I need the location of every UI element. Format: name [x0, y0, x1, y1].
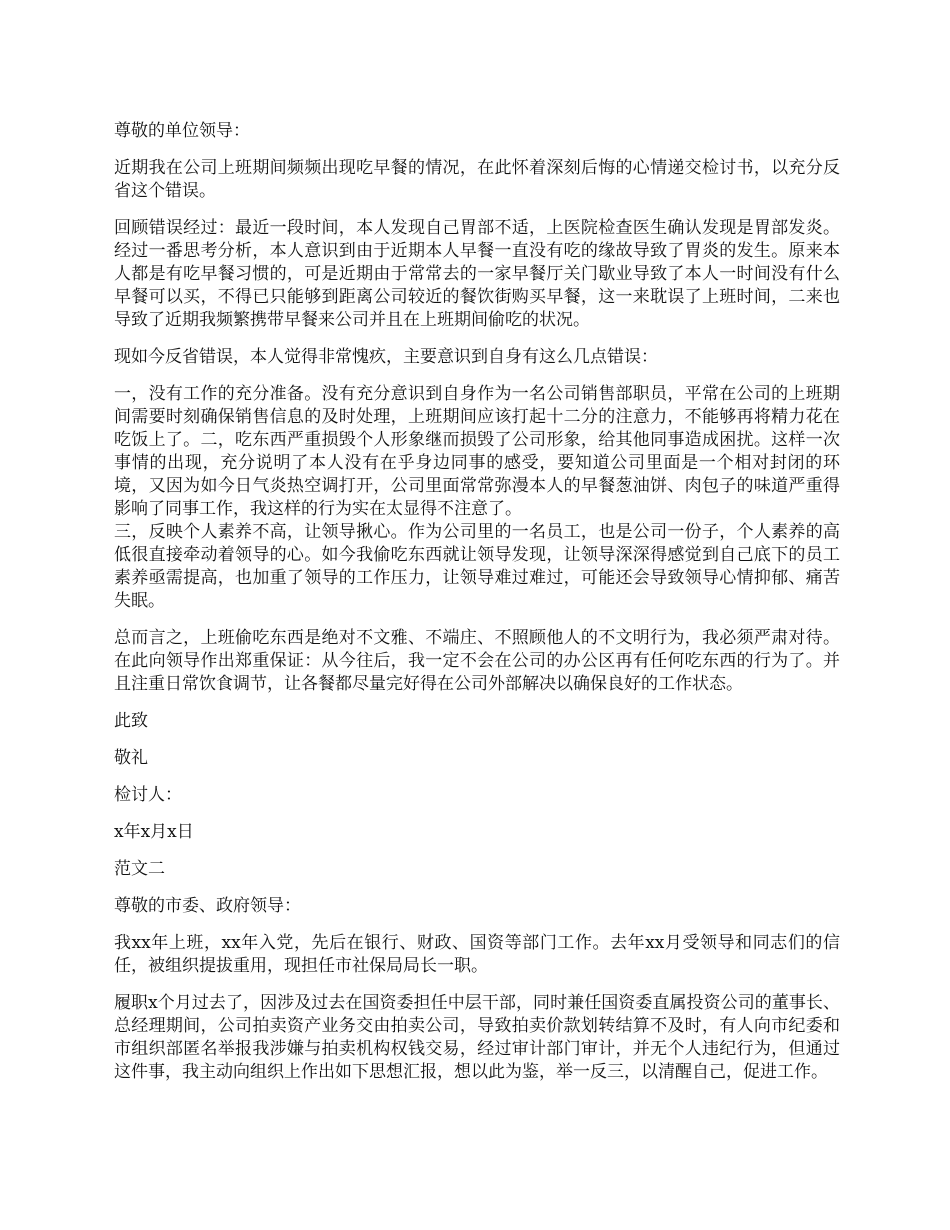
salutation-two: 尊敬的市委、政府领导： — [114, 896, 301, 916]
error-points-paragraph: 一，没有工作的充分准备。没有充分意识到自身作为一名公司销售部职员，平常在公司的上班期间需要时刻确保销售信息的及时处理，上班期间应该打起十二分的注意力，不能够再将精力花在吃饭上了。二，吃东西严重损毁个人形象继而损毁了公司形象，给其他同事造成困扰。这样一次事情的出现，充分说明了本人没有在乎身边同事的感受，要知道公司里面是一个相对封闭的环境，又因为如今日气炎热空调打开，公司里面常常弥漫本人的早餐葱油饼、肉包子的味道严重得影响了同事工作，我这样的行为实在太显得不注意了。 — [114, 384, 840, 519]
document-page — [114, 120, 840, 1098]
date-line: x年x月x日 — [114, 822, 194, 842]
intro-paragraph: 近期我在公司上班期间频频出现吃早餐的情况，在此怀着深刻后悔的心情递交检讨书，以充分反省这个错误。 — [114, 158, 840, 201]
background-paragraph: 我xx年上班，xx年入党，先后在银行、财政、国资等部门工作。去年xx月受领导和同志们的信任，被组织提拔重用，现担任市社保局局长一职。 — [114, 933, 840, 976]
review-paragraph: 回顾错误经过：最近一段时间，本人发现自己胃部不适，上医院检查医生确认发现是胃部发炎。经过一番思考分析，本人意识到由于近期本人早餐一直没有吃的缘故导致了胃炎的发生。原来本人都是有吃早餐习惯的，可是近期由于常常去的一家早餐厅关门歇业导致了本人一时间没有什么早餐可以买，不得已只能够到距离公司较近的餐饮街购买早餐，这一来耽误了上班时间，二来也导致了近期我频繁携带早餐来公司并且在上班期间偷吃的状况。 — [114, 218, 840, 330]
error-point-three-paragraph: 三，反映个人素养不高，让领导揪心。作为公司里的一名员工，也是公司一份子，个人素养的高低很直接牵动着领导的心。如今我偷吃东西就让领导发现，让领导深深得感觉到自己底下的员工素养亟需提高，也加重了领导的工作压力，让领导难过难过，可能还会导致领导心情抑郁、痛苦失眠。 — [114, 522, 840, 611]
incident-paragraph: 履职x个月过去了，因涉及过去在国资委担任中层干部，同时兼任国资委直属投资公司的董事长、总经理期间，公司拍卖资产业务交由拍卖公司，导致拍卖价款划转结算不及时，有人向市纪委和市组织部匿名举报我涉嫌与拍卖机构权钱交易，经过审计部门审计，并无个人违纪行为，但通过这件事，我主动向组织上作出如下思想汇报，想以此为鉴，举一反三，以清醒自己，促进工作。 — [114, 993, 840, 1082]
reflection-paragraph: 现如今反省错误，本人觉得非常愧疚，主要意识到自身有这么几点错误： — [114, 347, 658, 367]
closing-ci-zhi: 此致 — [114, 711, 148, 731]
sample-two-heading: 范文二 — [114, 859, 165, 879]
salutation: 尊敬的单位领导： — [114, 121, 250, 141]
closing-jing-li: 敬礼 — [114, 748, 148, 768]
conclusion-paragraph: 总而言之，上班偷吃东西是绝对不文雅、不端庄、不照顾他人的不文明行为，我必须严肃对待。在此向领导作出郑重保证：从今往后，我一定不会在公司的办公区再有任何吃东西的行为了。并且注重日常饮食调节，让各餐都尽量完好得在公司外部解决以确保良好的工作状态。 — [114, 628, 840, 694]
signature-label: 检讨人： — [114, 785, 182, 805]
